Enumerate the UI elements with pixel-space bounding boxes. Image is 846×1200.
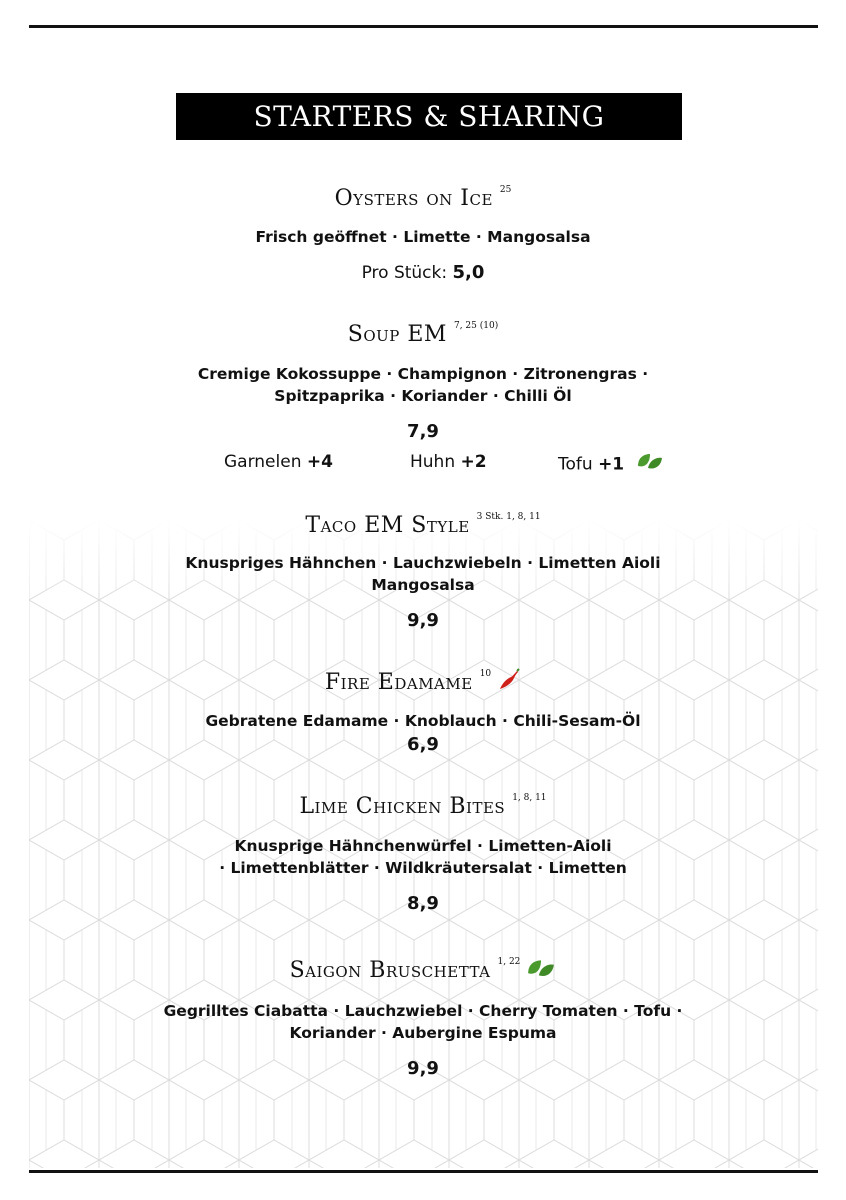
description-line: Knuspriges Hähnchen · Lauchzwiebeln · Limetten Aioli bbox=[185, 554, 661, 572]
price-label: Pro Stück: bbox=[361, 263, 448, 283]
item-description bbox=[0, 835, 846, 879]
price-value: 6,9 bbox=[407, 734, 439, 755]
price-value: 7,9 bbox=[407, 421, 439, 442]
item-title-soup bbox=[0, 321, 846, 347]
item-name: Lime Chicken Bites bbox=[299, 794, 506, 819]
price-value: 9,9 bbox=[407, 610, 439, 631]
allergen-codes: 25 bbox=[499, 185, 512, 195]
item-name: Saigon Bruschetta bbox=[289, 958, 491, 983]
item-name: Oysters on Ice bbox=[334, 186, 493, 211]
allergen-codes: 1, 8, 11 bbox=[512, 793, 547, 803]
item-title-bruschetta bbox=[0, 957, 846, 985]
section-title: STARTERS & SHARING bbox=[253, 100, 605, 133]
addon-price: +2 bbox=[460, 452, 487, 472]
allergen-codes: 7, 25 (10) bbox=[453, 321, 499, 331]
description-line: Gegrilltes Ciabatta · Lauchzwiebel · Cherry Tomaten · Tofu · bbox=[163, 1002, 683, 1020]
allergen-codes: 3 Stk. 1, 8, 11 bbox=[476, 512, 541, 522]
vegan-leaf-icon bbox=[636, 452, 664, 477]
item-price-bruschetta bbox=[0, 1058, 846, 1079]
description-line: Frisch geöffnet · Limette · Mangosalsa bbox=[255, 228, 591, 246]
description-line: Koriander · Aubergine Espuma bbox=[289, 1024, 557, 1042]
item-name: Taco EM Style bbox=[305, 513, 470, 538]
bottom-rule bbox=[29, 1170, 818, 1173]
addon-name: Huhn bbox=[410, 452, 456, 472]
item-name: Fire Edamame bbox=[324, 670, 473, 695]
price-value: 8,9 bbox=[407, 893, 439, 914]
price-value: 9,9 bbox=[407, 1058, 439, 1079]
item-title-edamame bbox=[0, 669, 846, 697]
item-title-oysters bbox=[0, 185, 846, 211]
item-price-taco bbox=[0, 610, 846, 631]
description-line: Cremige Kokossuppe · Champignon · Zitronengras · bbox=[197, 365, 649, 383]
addon-name: Tofu bbox=[558, 454, 593, 475]
price-value: 5,0 bbox=[452, 262, 485, 283]
description-line: Spitzpaprika · Koriander · Chilli Öl bbox=[274, 387, 572, 405]
item-description bbox=[0, 1000, 846, 1044]
item-title-lime-chicken bbox=[0, 793, 846, 819]
addon-price: +1 bbox=[598, 454, 625, 475]
item-description bbox=[0, 226, 846, 248]
section-banner bbox=[176, 93, 682, 140]
description-line: · Limettenblätter · Wildkräutersalat · Limetten bbox=[219, 859, 627, 877]
addon-price: +4 bbox=[306, 452, 333, 472]
vegan-leaf-icon bbox=[526, 958, 556, 985]
allergen-codes: 10 bbox=[479, 669, 492, 679]
chili-pepper-icon bbox=[497, 668, 521, 697]
item-price-lime-chicken bbox=[0, 893, 846, 914]
allergen-codes: 1, 22 bbox=[497, 957, 521, 967]
description-line: Mangosalsa bbox=[371, 576, 475, 594]
item-price-soup bbox=[0, 421, 846, 442]
addon-huhn bbox=[410, 452, 487, 472]
item-title-taco bbox=[0, 512, 846, 538]
top-rule bbox=[29, 25, 818, 28]
addon-name: Garnelen bbox=[224, 452, 302, 472]
item-description bbox=[0, 363, 846, 407]
item-description bbox=[0, 710, 846, 732]
addon-garnelen bbox=[224, 452, 333, 472]
item-name: Soup EM bbox=[347, 322, 447, 347]
item-price-edamame bbox=[0, 734, 846, 755]
addon-tofu bbox=[558, 452, 664, 477]
item-price-oysters bbox=[0, 262, 846, 283]
description-line: Gebratene Edamame · Knoblauch · Chili-Sesam-Öl bbox=[205, 712, 641, 730]
description-line: Knusprige Hähnchenwürfel · Limetten-Aioli bbox=[234, 837, 612, 855]
item-description bbox=[0, 552, 846, 596]
